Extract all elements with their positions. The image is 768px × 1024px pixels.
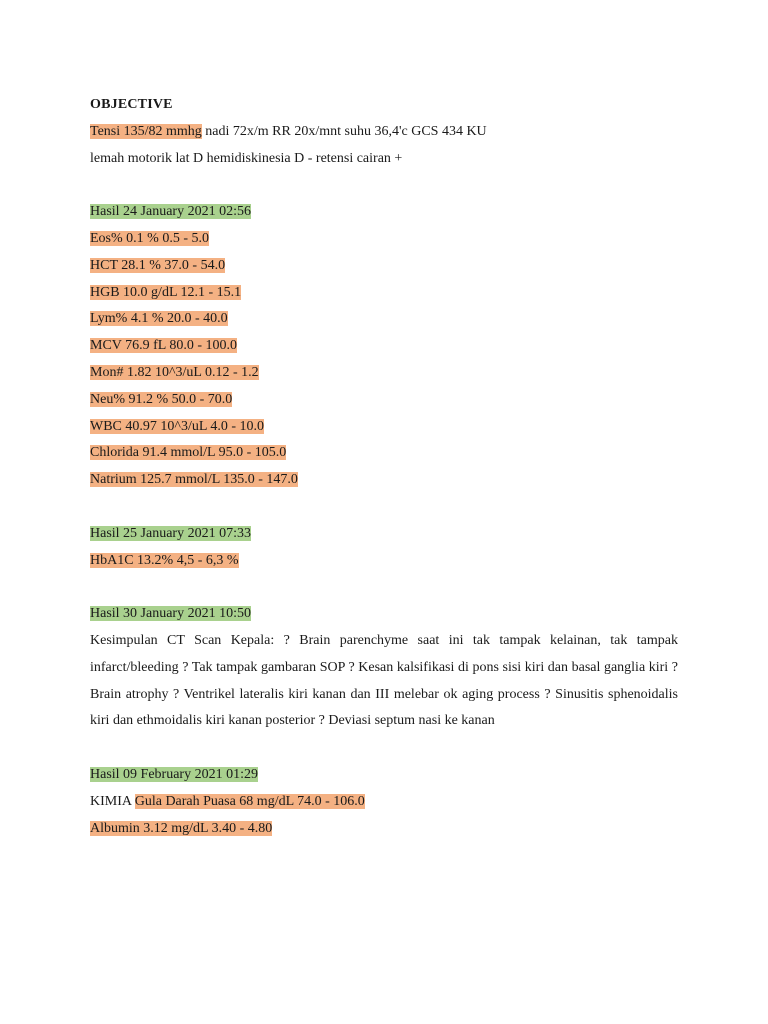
ct-scan-conclusion: Kesimpulan CT Scan Kepala: ? Brain parenchyme saat ini tak tampak kelainan, tak tampak infarct/bleeding ? Tak tampak gambaran SOP ? Kesan kalsifikasi di pons sisi kiri dan basal ganglia kiri ? Brain atrophy ? Ventrikel lateralis kiri kanan dan III melebar ok aging process ? Sinusitis sphenoidalis kiri dan ethmoidalis kiri kanan posterior ? Deviasi septum nasi ke kanan bbox=[90, 632, 678, 729]
result-header-2 bbox=[90, 521, 678, 548]
lab-value-eos: Eos% 0.1 % 0.5 - 5.0 bbox=[90, 230, 209, 246]
lab-row bbox=[90, 548, 678, 575]
result-header-1 bbox=[90, 199, 678, 226]
result-date-highlight: Hasil 25 January 2021 07:33 bbox=[90, 525, 251, 541]
lab-row bbox=[90, 280, 678, 307]
lab-value-chlorida: Chlorida 91.4 mmol/L 95.0 - 105.0 bbox=[90, 445, 287, 461]
lab-value-wbc: WBC 40.97 10^3/uL 4.0 - 10.0 bbox=[90, 418, 265, 434]
lab-value-mcv: MCV 76.9 fL 80.0 - 100.0 bbox=[90, 338, 237, 354]
vitals-line-2: lemah motorik lat D hemidiskinesia D - retensi cairan + bbox=[90, 150, 403, 166]
lab-value-hba1c: HbA1C 13.2% 4,5 - 6,3 % bbox=[90, 552, 239, 568]
lab-row bbox=[90, 253, 678, 280]
result-header-3 bbox=[90, 601, 678, 628]
lab-row bbox=[90, 306, 678, 333]
spacer bbox=[90, 735, 678, 762]
result-date-highlight: Hasil 24 January 2021 02:56 bbox=[90, 204, 251, 220]
lab-value-neu: Neu% 91.2 % 50.0 - 70.0 bbox=[90, 391, 233, 407]
lab-value-hct: HCT 28.1 % 37.0 - 54.0 bbox=[90, 257, 226, 273]
lab-row bbox=[90, 333, 678, 360]
lab-row bbox=[90, 440, 678, 467]
lab-row bbox=[90, 387, 678, 414]
vitals-rest: nadi 72x/m RR 20x/mnt suhu 36,4'c GCS 434 KU bbox=[201, 123, 487, 139]
result-header-4 bbox=[90, 762, 678, 789]
lab-row bbox=[90, 360, 678, 387]
lab-value-gula-darah: Gula Darah Puasa 68 mg/dL 74.0 - 106.0 bbox=[134, 793, 365, 809]
result-date-highlight: Hasil 30 January 2021 10:50 bbox=[90, 606, 251, 622]
lab-value-mon: Mon# 1.82 10^3/uL 0.12 - 1.2 bbox=[90, 364, 259, 380]
lab-value-lym: Lym% 4.1 % 20.0 - 40.0 bbox=[90, 311, 228, 327]
lab-value-natrium: Natrium 125.7 mmol/L 135.0 - 147.0 bbox=[90, 472, 298, 488]
section-heading-objective: OBJECTIVE bbox=[90, 97, 173, 112]
spacer bbox=[90, 172, 678, 199]
blood-pressure-highlight: Tensi 135/82 mmhg bbox=[90, 123, 202, 139]
lab-row bbox=[90, 414, 678, 441]
lab-row bbox=[90, 816, 678, 843]
lab-value-albumin: Albumin 3.12 mg/dL 3.40 - 4.80 bbox=[90, 820, 273, 836]
document-page bbox=[90, 92, 678, 842]
lab-row bbox=[90, 467, 678, 494]
spacer bbox=[90, 494, 678, 521]
spacer bbox=[90, 574, 678, 601]
lab-row bbox=[90, 226, 678, 253]
lab-value-hgb: HGB 10.0 g/dL 12.1 - 15.1 bbox=[90, 284, 242, 300]
kimia-label: KIMIA bbox=[90, 793, 135, 809]
lab-row bbox=[90, 789, 678, 816]
vitals-line bbox=[90, 119, 678, 146]
result-date-highlight: Hasil 09 February 2021 01:29 bbox=[90, 766, 258, 782]
